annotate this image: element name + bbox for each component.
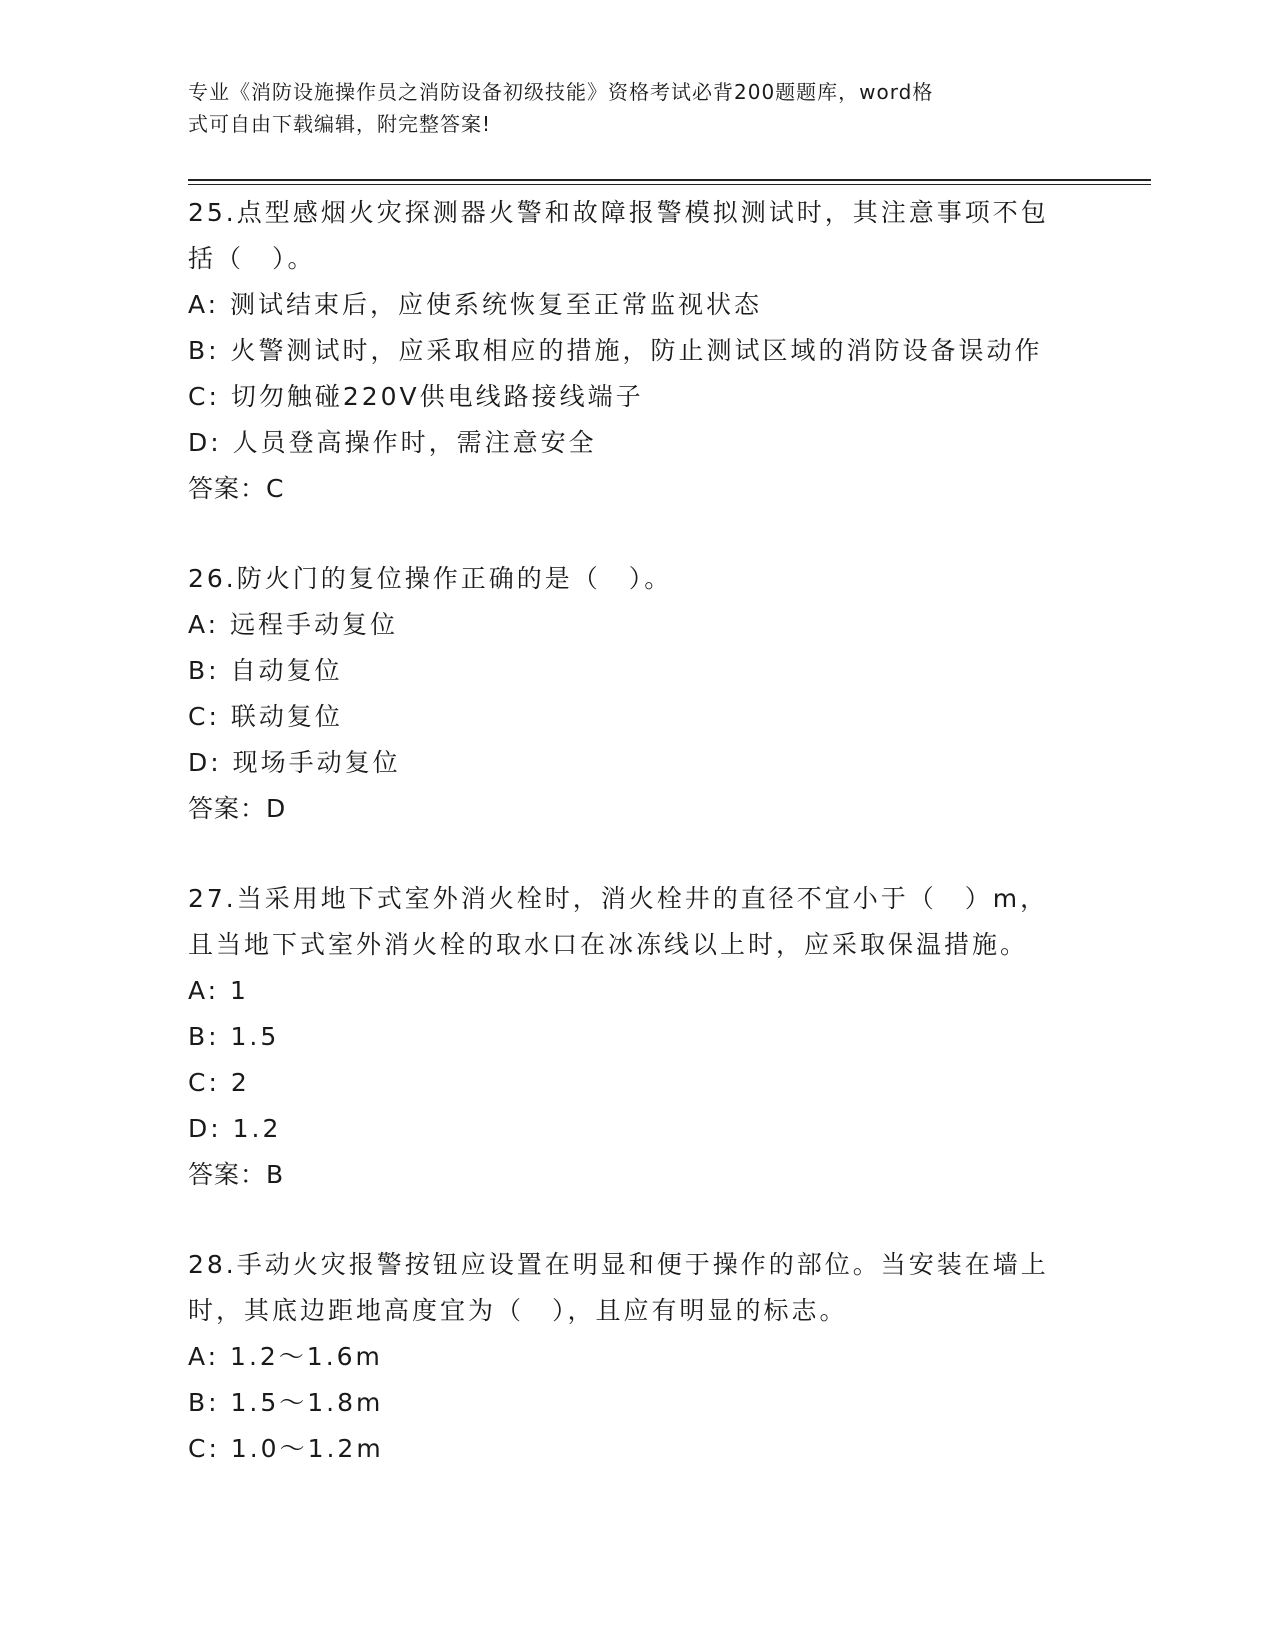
question-text-line: 26.防火门的复位操作正确的是（ ）。 xyxy=(188,564,673,593)
option-d: D: 1.2 xyxy=(188,1114,282,1143)
option-a: A: 测试结束后，应使系统恢复至正常监视状态 xyxy=(188,290,763,319)
option-b: B: 火警测试时，应采取相应的措施，防止测试区域的消防设备误动作 xyxy=(188,336,1043,365)
header-line-2: 式可自由下载编辑，附完整答案! xyxy=(188,112,492,136)
option-b: B: 1.5～1.8m xyxy=(188,1388,384,1417)
option-b: B: 1.5 xyxy=(188,1022,280,1051)
option-d: D: 现场手动复位 xyxy=(188,748,401,777)
question-list xyxy=(188,190,1088,1516)
option-a: A: 1.2～1.6m xyxy=(188,1342,383,1371)
question-text-line: 括（ ）。 xyxy=(188,244,316,273)
question-text-line: 时，其底边距地高度宜为（ ），且应有明显的标志。 xyxy=(188,1296,848,1325)
header-line-1: 专业《消防设施操作员之消防设备初级技能》资格考试必背200题题库，word格 xyxy=(188,80,934,104)
option-c: C: 切勿触碰220V供电线路接线端子 xyxy=(188,382,644,411)
header-rule-thick xyxy=(188,179,1151,181)
option-b: B: 自动复位 xyxy=(188,656,343,685)
question-text-line: 25.点型感烟火灾探测器火警和故障报警模拟测试时，其注意事项不包 xyxy=(188,198,1049,227)
answer: 答案：D xyxy=(188,794,287,823)
option-c: C: 2 xyxy=(188,1068,250,1097)
question-28 xyxy=(188,1242,1088,1472)
question-25 xyxy=(188,190,1088,512)
header-rule-thin xyxy=(188,184,1151,185)
option-c: C: 1.0～1.2m xyxy=(188,1434,384,1463)
question-text-line: 且当地下式室外消火栓的取水口在冰冻线以上时，应采取保温措施。 xyxy=(188,930,1029,959)
question-text-line: 27.当采用地下式室外消火栓时，消火栓井的直径不宜小于（ ）m， xyxy=(188,884,1049,913)
option-c: C: 联动复位 xyxy=(188,702,343,731)
question-27 xyxy=(188,876,1088,1198)
answer: 答案：B xyxy=(188,1160,285,1189)
question-26 xyxy=(188,556,1088,832)
option-d: D: 人员登高操作时，需注意安全 xyxy=(188,428,597,457)
option-a: A: 远程手动复位 xyxy=(188,610,399,639)
question-text-line: 28.手动火灾报警按钮应设置在明显和便于操作的部位。当安装在墙上 xyxy=(188,1250,1049,1279)
answer: 答案：C xyxy=(188,474,285,503)
option-a: A: 1 xyxy=(188,976,249,1005)
document-header xyxy=(188,76,1068,140)
